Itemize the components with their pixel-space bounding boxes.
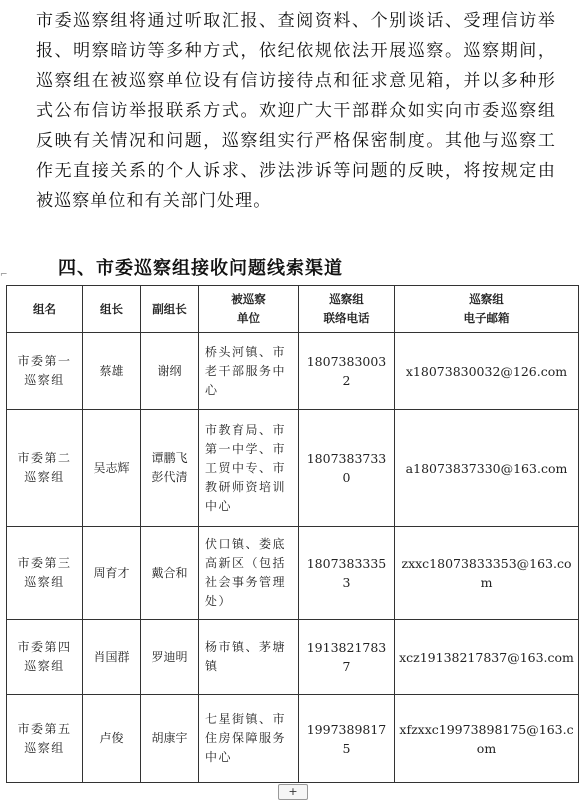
unit-cell: 杨市镇、茅塘镇 <box>199 620 299 695</box>
email-cell: xcz19138217837@163.com <box>395 620 579 695</box>
deputy-cell: 谭鹏飞 彭代清 <box>141 410 199 527</box>
unit-cell: 伏口镇、娄底高新区（包括社会事务管理处） <box>199 527 299 620</box>
table-row <box>7 695 579 783</box>
header-leader: 组长 <box>83 286 141 333</box>
phone-cell: 18073830032 <box>299 333 395 410</box>
group-name-cell: 市委第五巡察组 <box>7 695 83 783</box>
table-header-row <box>7 286 579 333</box>
table-row <box>7 410 579 527</box>
leader-cell: 肖国群 <box>83 620 141 695</box>
header-group-name: 组名 <box>7 286 83 333</box>
unit-cell: 市教育局、市第一中学、市工贸中专、市教研师资培训中心 <box>199 410 299 527</box>
email-cell: zxxc18073833353@163.com <box>395 527 579 620</box>
paragraph-mark-icon: ⌐ <box>0 270 8 280</box>
email-cell: xfzxxc19973898175@163.com <box>395 695 579 783</box>
add-row-button[interactable]: + <box>278 784 308 800</box>
intro-paragraph: 市委巡察组将通过听取汇报、查阅资料、个别谈话、受理信访举报、明察暗访等多种方式，依纪依规依法开展巡察。巡察期间，巡察组在被巡察单位设有信访接待点和征求意见箱，并以多种形式公布信访举报联系方式。欢迎广大干部群众如实向市委巡察组反映有关情况和问题，巡察组实行严格保密制度。其他与巡察工作无直接关系的个人诉求、涉法涉诉等问题的反映，将按规定由被巡察单位和有关部门处理。 <box>36 11 556 211</box>
phone-cell: 19138217837 <box>299 620 395 695</box>
group-name-cell: 市委第三巡察组 <box>7 527 83 620</box>
table-row <box>7 620 579 695</box>
email-cell: a18073837330@163.com <box>395 410 579 527</box>
unit-cell: 桥头河镇、市老干部服务中心 <box>199 333 299 410</box>
leader-cell: 卢俊 <box>83 695 141 783</box>
group-name-cell: 市委第二巡察组 <box>7 410 83 527</box>
header-inspected-unit: 被巡察 单位 <box>199 286 299 333</box>
unit-cell: 七星街镇、市住房保障服务中心 <box>199 695 299 783</box>
phone-cell: 18073833353 <box>299 527 395 620</box>
group-name-cell: 市委第一巡察组 <box>7 333 83 410</box>
contact-table <box>6 285 579 783</box>
leader-cell: 蔡雄 <box>83 333 141 410</box>
table-row <box>7 527 579 620</box>
deputy-cell: 罗迪明 <box>141 620 199 695</box>
header-phone: 巡察组 联络电话 <box>299 286 395 333</box>
header-email: 巡察组 电子邮箱 <box>395 286 579 333</box>
phone-cell: 19973898175 <box>299 695 395 783</box>
email-cell: x18073830032@126.com <box>395 333 579 410</box>
group-name-cell: 市委第四巡察组 <box>7 620 83 695</box>
phone-cell: 18073837330 <box>299 410 395 527</box>
deputy-cell: 谢纲 <box>141 333 199 410</box>
deputy-cell: 胡康宇 <box>141 695 199 783</box>
leader-cell: 周育才 <box>83 527 141 620</box>
header-deputy-leader: 副组长 <box>141 286 199 333</box>
deputy-cell: 戴合和 <box>141 527 199 620</box>
section-heading: 四、市委巡察组接收问题线索渠道 <box>58 258 343 279</box>
leader-cell: 吴志辉 <box>83 410 141 527</box>
table-row <box>7 333 579 410</box>
